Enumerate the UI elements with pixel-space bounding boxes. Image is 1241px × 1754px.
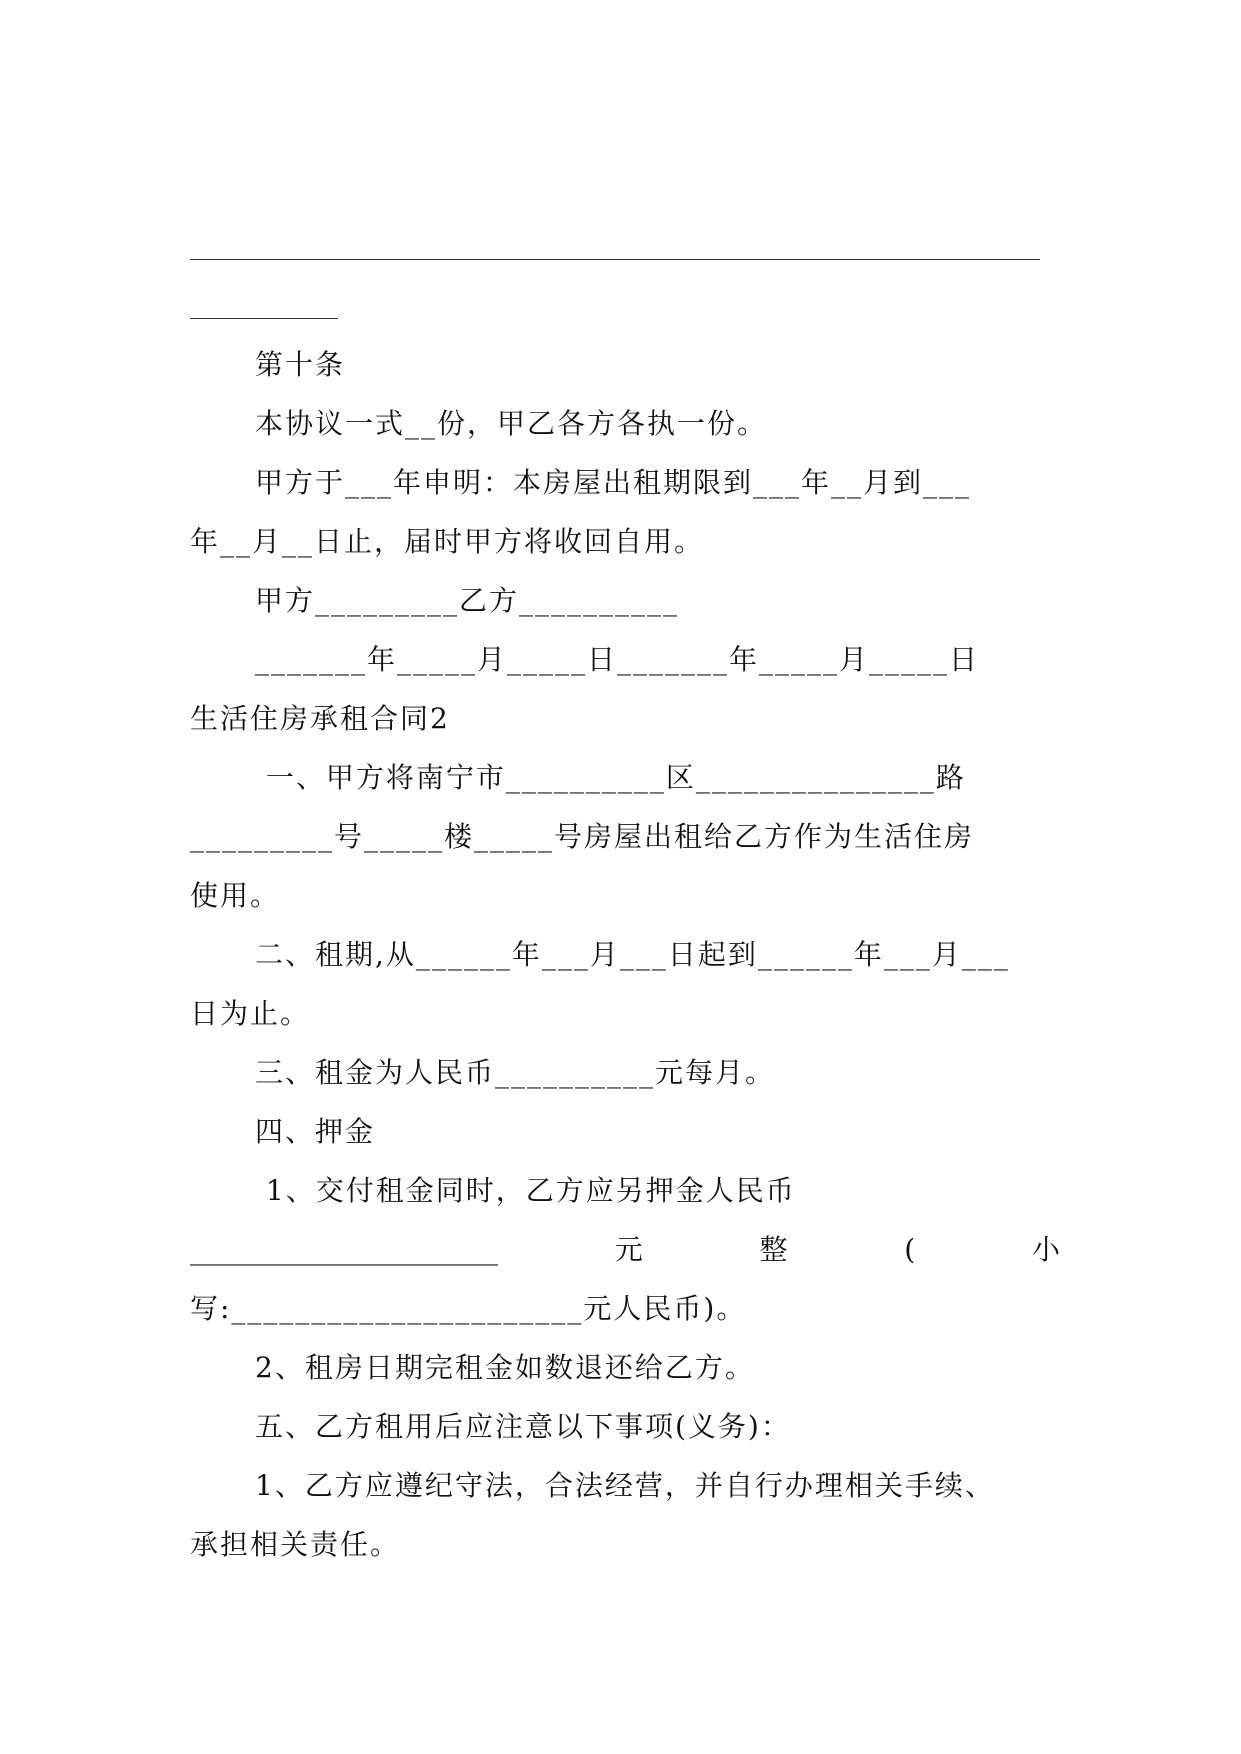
underline-rule-top: [190, 259, 1040, 260]
clause-two-end: 日为止。: [190, 997, 311, 1030]
underline-rule-short: [190, 318, 338, 319]
deposit-unit: 元: [614, 1233, 643, 1266]
clause-five-item-one-cont: 承担相关责任。: [190, 1528, 401, 1561]
deposit-amount-blank: ______________________: [190, 1233, 498, 1266]
clause-one: 一、甲方将南宁市__________区_______________路: [255, 761, 966, 794]
clause-three: 三、租金为人民币__________元每月。: [255, 1056, 776, 1089]
paragraph-declaration: 甲方于___年申明：本房屋出租期限到___年__月到___: [255, 466, 972, 499]
clause-two: 二、租期,从______年___月___日起到______年___月___: [255, 938, 1010, 971]
deposit-paren: (: [904, 1233, 916, 1266]
paragraph-copies: 本协议一式__份，甲乙各方各执一份。: [255, 407, 768, 440]
signature-parties: 甲方_________乙方__________: [255, 584, 680, 617]
clause-four-heading: 四、押金: [255, 1115, 376, 1148]
clause-four-item-one-cont: [190, 1230, 1060, 1270]
clause-four-item-one: 1、交付租金同时，乙方应另押金人民币: [255, 1174, 796, 1207]
paragraph-declaration-cont: 年__月__日止，届时甲方将收回自用。: [190, 525, 705, 558]
article-ten-heading: 第十条: [255, 348, 346, 381]
clause-five-heading: 五、乙方租用后应注意以下事项(义务)：: [255, 1410, 791, 1443]
deposit-whole: 整: [759, 1233, 788, 1266]
clause-four-item-two: 2、租房日期完租金如数退还给乙方。: [255, 1351, 755, 1384]
clause-one-cont: _________号_____楼_____号房屋出租给乙方作为生活住房: [190, 820, 975, 853]
contract-title: 生活住房承租合同2: [190, 702, 450, 735]
clause-five-item-one: 1、乙方应遵纪守法，合法经营，并自行办理相关手续、: [255, 1469, 995, 1502]
deposit-small: 小: [1031, 1233, 1060, 1266]
signature-dates: _______年_____月_____日_______年_____月_____日: [255, 643, 980, 676]
clause-one-end: 使用。: [190, 879, 281, 912]
clause-four-item-one-end: 写:______________________元人民币)。: [190, 1292, 747, 1325]
